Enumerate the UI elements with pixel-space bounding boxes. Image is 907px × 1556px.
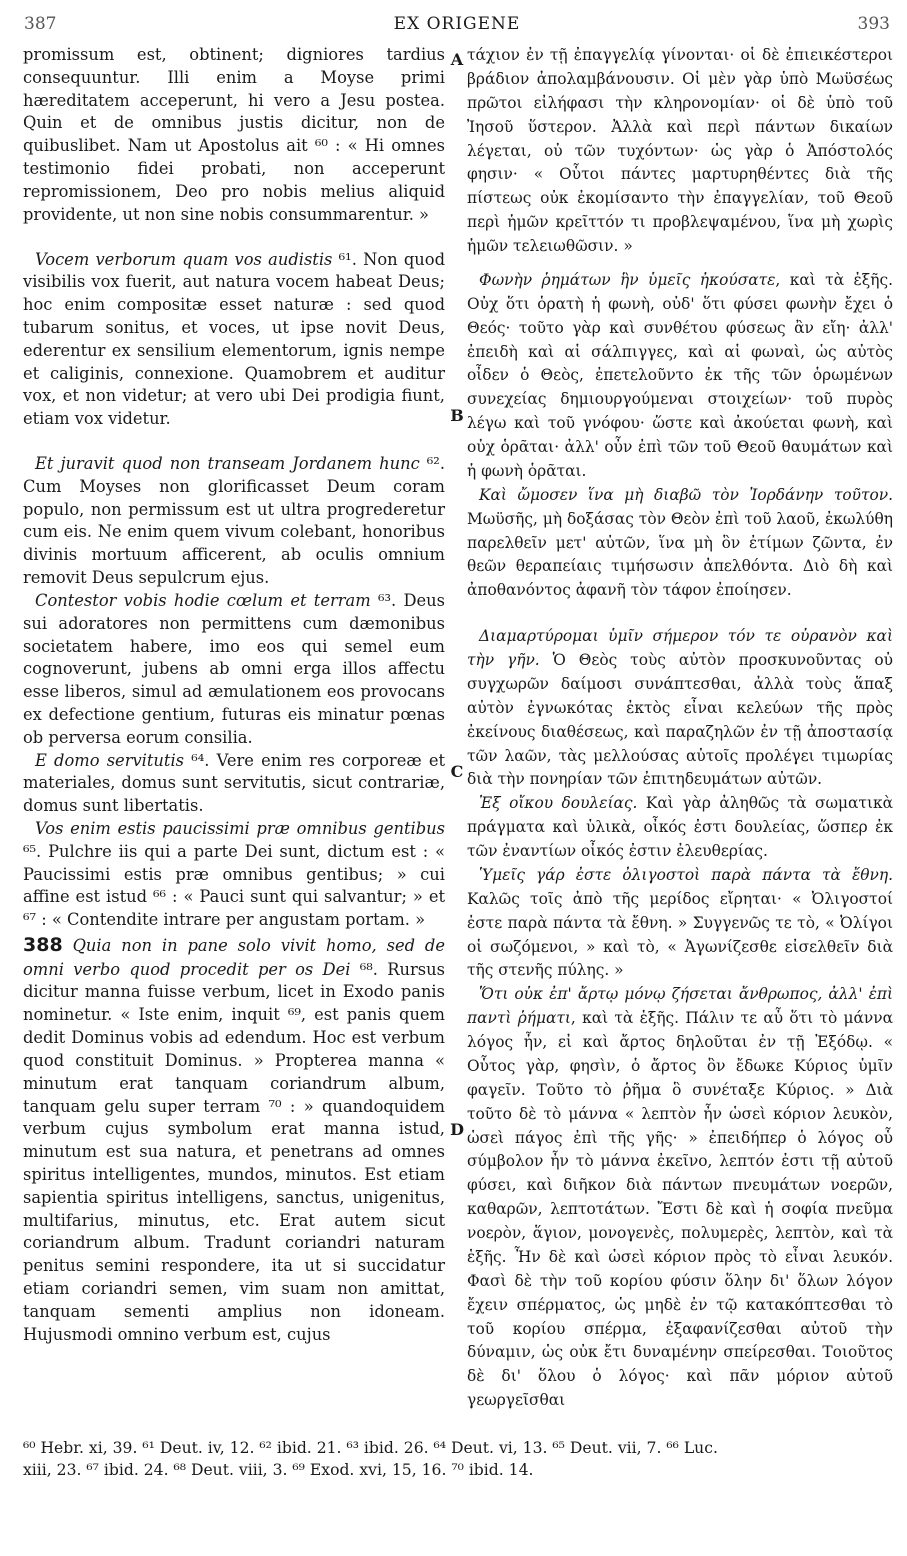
greek-lemma: Καὶ ὤμοσεν ἵνα μὴ διαβῶ τὸν Ἰορδάνην τοῦτον.: [479, 485, 893, 504]
latin-lemma: Contestor vobis hodie cœlum et terram: [35, 590, 371, 610]
greek-paragraph: [467, 983, 893, 1413]
footnote-line: ⁶⁰ Hebr. xi, 39. ⁶¹ Deut. iv, 12. ⁶² ibid. 21. ⁶³ ibid. 26. ⁶⁴ Deut. vi, 13. ⁶⁵ Deut. vii, 7. ⁶⁶ Luc.: [23, 1439, 718, 1457]
latin-paragraph-text: ⁶⁵. Pulchre iis qui a parte Dei sunt, dictum est : « Paucissimi estis præ omnibus gentibus; » cui affine est istud ⁶⁶ : « Pauci sunt qui salvantur; » et ⁶⁷ : « Contendite intrare per angustam portam. »: [23, 841, 445, 930]
margin-letter-b: B: [450, 406, 464, 425]
greek-paragraph: [467, 864, 893, 983]
margin-letter-c: C: [450, 762, 464, 781]
greek-paragraph: [467, 269, 893, 484]
latin-lemma: Et juravit quod non transeam Jordanem hunc: [35, 454, 420, 473]
greek-paragraph-text: , καὶ τὰ ἑξῆς. Πάλιν τε αὖ ὅτι τὸ μάννα λόγος ἦν, εἰ καὶ ἄρτος δηλοῦται ἐν τῇ Ἐξόδῳ. « Οὗτος γὰρ, φησὶν, ὁ ἄρτος ὃν ἔδωκε Κύριος ὑμῖν φαγεῖν. Τοῦτο τὸ ῥῆμα ὃ συνέταξε Κύριος. » Διὰ τοῦτο δὲ τὸ μάννα « λεπτὸν ἦν ὡσεὶ κόριον λευκὸν, ὡσεὶ πάγος ἐπὶ τῆς γῆς· » ἐπειδήπερ ὁ λόγος οὗ σύμβολον ἦν τὸ μάννα ἐκεῖνο, λεπτόν ἐστι τῇ αὐτοῦ φύσει, καὶ διῆκον διὰ πάντων πνευμάτων νοερῶν, καθαρῶν, λεπτοτάτων. Ἔστι δὲ καὶ ἡ σοφία πνεῦμα νοερὸν, ἅγιον, μονογενὲς, πολυμερὲς, λεπτὸν, καὶ τὰ ἑξῆς. Ἦν δὲ καὶ ὡσεὶ κόριον πρὸς τὸ εἶναι λευκόν. Φασὶ δὲ τὴν τοῦ κορίου φύσιν ὅλην δι' ὅλων λόγον ἔχειν σπέρματος, ὡς μηδὲ ἐν τῷ κατακόπτεσθαι τὸ τοῦ κορίου σπέρμα, ἐξαφανίζεσθαι αὐτοῦ τὴν δύναμιν, ὡς οὐκ ἔτι δυναμένην σπείρεσθαι. Τοιοῦτος δὲ δι' ὅλου ὁ λόγος· καὶ πᾶν μόριον αὐτοῦ γεωργεῖσθαι: [467, 1009, 893, 1410]
greek-paragraph-text: Καλῶς τοῖς ἀπὸ τῆς μερίδος εἴρηται· « Ὀλιγοστοί ἐστε παρὰ πάντα τὰ ἔθνη. » Συγγενῶς τε τὸ, « Ὀλίγοι οἱ σωζόμενοι, » καὶ τὸ, « Ἀγωνίζεσθε εἰσελθεῖν διὰ τῆς στενῆς πύλης. »: [467, 889, 893, 980]
greek-paragraph-text: Ὁ Θεὸς τοὺς αὐτὸν προσκυνοῦντας οὐ συγχωρῶν δαίμοσι συνάπτεσθαι, ἀλλὰ τοὺς ἅπαξ αὐτὸν ἐγνωκότας ἐκτὸς εἶναι κελεύων τῆς πρὸς ἐκείνους διαθέσεως, καὶ παραζηλῶν ἐν τῇ ἀποστασίᾳ τῶν λαῶν, τὰς μελλούσας αὐτοῖς προλέγει τιμωρίας διὰ τὴν πονηρίαν τῶν ἐπιτηδευμάτων αὐτῶν.: [467, 651, 893, 789]
column-number: 388: [23, 934, 63, 957]
latin-lemma: Vos enim estis paucissimi præ omnibus gentibus: [35, 819, 445, 838]
latin-paragraph: promissum est, obtinent; digniores tardius consequuntur. Illi enim a Moyse primi hæreditatem acceperunt, hi vero a Jesu postea. Quin et de omnibus justis dicitur, non de quibuslibet. Nam ut Apostolus ait ⁶⁰ : « Hi omnes testimonio fidei probati, non acceperunt repromissionem, Deo pro nobis melius aliquid providente, ut non sine nobis consummarentur. »: [23, 45, 445, 224]
page-number-right: 393: [857, 14, 890, 34]
latin-paragraph: [23, 818, 445, 932]
greek-lemma: Ἐξ οἴκου δουλείας.: [479, 794, 638, 813]
greek-lemma: Φωνὴν ῥημάτων ἣν ὑμεῖς ἠκούσατε: [479, 270, 776, 289]
page-number-left: 387: [24, 14, 57, 34]
latin-paragraph-text: ⁶¹. Non quod visibilis vox fuerit, aut natura vocem habeat Deus; hoc enim compositæ esset naturæ : sed quod tubarum sonitus, et voces, ut ipse novit Deus, ederentur ex sensilium elementorum, ignis nempe et caliginis, connexione. Quamobrem et auditur vox, et non videtur; at vero ubi Dei prodigia fiunt, etiam vox videtur.: [23, 249, 446, 429]
latin-paragraph-text: ⁶³. Deus sui adoratores non permittens cum dæmonibus societatem habere, imo eos qui semel eum cognoverunt, jubens ab omni erga illos affectu esse liberos, simul ad æmulationem eos provocans ex defectione gentium, futuras eis minatur pœnas ob perversa eorum consilia.: [23, 590, 445, 747]
greek-paragraph: τάχιον ἐν τῇ ἐπαγγελίᾳ γίνονται· οἱ δὲ ἐπιεικέστεροι βράδιον ἀπολαμβάνουσιν. Οἱ μὲν γὰρ ὑπὸ Μωϋσέως πρῶτοι εἰλήφασι τὴν κληρονομίαν· οἱ δὲ ὑπὸ τοῦ Ἰησοῦ ὕστερον. Ἀλλὰ καὶ περὶ πάντων δικαίων λέγεται, οὐ τῶν τυχόντων· ὡς γὰρ ὁ Ἀπόστολός φησιν· « Οὗτοι πάντες μαρτυρηθέντες διὰ τῆς πίστεως οὐκ ἐκομίσαντο τὴν ἐπαγγελίαν, τοῦ Θεοῦ περὶ ἡμῶν κρεῖττόν τι προβλεψαμένου, ἵνα μὴ χωρὶς ἡμῶν τελειωθῶσιν. »: [467, 46, 893, 255]
latin-lemma: Quia non in pane solo vivit homo, sed de omni verbo quod procedit per os Dei: [23, 936, 445, 979]
latin-column: [23, 44, 445, 1346]
latin-paragraph: [23, 453, 445, 590]
running-title: EX ORIGENE: [393, 14, 521, 34]
greek-paragraph-text: Καὶ γὰρ ἀληθῶς τὰ σωματικὰ πράγματα καὶ ὑλικὰ, οἶκός ἐστι δουλείας, ὥσπερ ἐκ τῶν ἐναντίων οἶκός ἐστιν ἐλευθερίας.: [467, 794, 893, 860]
latin-paragraph: [23, 932, 445, 1346]
footnote-line: xiii, 23. ⁶⁷ ibid. 24. ⁶⁸ Deut. viii, 3. ⁶⁹ Exod. xvi, 15, 16. ⁷⁰ ibid. 14.: [23, 1460, 534, 1479]
latin-lemma: Vocem verborum quam vos audistis: [35, 249, 333, 269]
greek-paragraph-text: Μωϋσῆς, μὴ δοξάσας τὸν Θεὸν ἐπὶ τοῦ λαοῦ, ἐκωλύθη παρελθεῖν μετ' αὐτῶν, ἵνα μὴ ὃν ἐτίμων ζῶντα, ἐν θεῶν θεραπείαις τιμήσωσιν ἀπελθόντα. Διὸ δὴ καὶ ἀποθανόντος ἀφανῆ τὸν τάφον ἐποίησεν.: [467, 509, 893, 600]
footnotes: [23, 1438, 893, 1482]
latin-lemma: E domo servitutis: [35, 750, 185, 770]
greek-lemma: Ὑμεῖς γάρ ἐστε ὀλιγοστοὶ παρὰ πάντα τὰ ἔθνη.: [479, 865, 893, 884]
latin-paragraph-text: ⁶⁴. Vere enim res corporeæ et materiales, domus sunt servitutis, sicut contrariæ, domus sunt libertatis.: [23, 750, 446, 816]
greek-paragraph: [467, 484, 893, 603]
latin-paragraph: [23, 249, 445, 432]
greek-paragraph: [467, 792, 893, 864]
greek-paragraph: [467, 625, 893, 792]
greek-column: [467, 44, 893, 1413]
greek-lemma: Ὅτι οὐκ ἐπ' ἄρτῳ μόνῳ ζήσεται ἄνθρωπος, ἀλλ' ἐπὶ παντὶ ῥήματι: [467, 985, 893, 1028]
running-header: [24, 14, 890, 40]
latin-paragraph-text: ⁶⁸. Rursus dicitur manna fuisse verbum, licet in Exodo panis nominetur. « Iste enim, inquit ⁶⁹, est panis quem dedit Dominus vobis ad edendum. Hoc est verbum quod constituit Dominus. » Propterea manna « minutum erat tanquam coriandrum album, tanquam gelu super terram ⁷⁰ : » quandoquidem verbum cujus symbolum erat manna istud, minutum est sua natura, et penetrans ad omnes spiritus intelligentes, mundos, minutos. Est etiam sapientia spiritus intelligens, sanctus, unigenitus, multifarius, minutus, etc. Erat autem sicut coriandrum album. Tradunt coriandri naturam penitus semini respondere, ita ut si succidatur etiam coriandri semen, vim suam non amittat, tanquam sementi amplius non idoneam. Hujusmodi omnino verbum est, cujus: [23, 959, 445, 1344]
latin-paragraph: [23, 590, 445, 750]
margin-letter-a: A: [450, 50, 464, 69]
greek-paragraph-text: , καὶ τὰ ἑξῆς. Οὐχ ὅτι ὁρατὴ ἡ φωνὴ, οὐδ' ὅτι φύσει φωνὴν ἔχει ὁ Θεός· τοῦτο γὰρ καὶ συνθέτου φύσεως ἂν εἴη· ἀλλ' ἐπειδὴ καὶ αἱ σάλπιγγες, καὶ αἱ φωναὶ, ὡς αὐτὸς οἶδεν ὁ Θεὸς, ἐπετελοῦντο ἐκ τῆς τῶν ὁρωμένων συνεχείας δημιουργούμεναι στοιχείων· τοῦ πυρὸς λέγω καὶ τοῦ γνόφου· ὥστε καὶ ἀκούεται φωνὴ, καὶ οὐχ ὁρᾶται· ἀλλ' οὖν ἐπὶ τῶν τοῦ Θεοῦ θαυμάτων καὶ ἡ φωνὴ ὁρᾶται.: [467, 270, 893, 480]
margin-letter-d: D: [450, 1120, 464, 1139]
greek-lemma: Διαμαρτύρομαι ὑμῖν σήμερον τόν τε οὐρανὸν καὶ τὴν γῆν.: [467, 627, 893, 669]
latin-paragraph: [23, 750, 445, 818]
latin-paragraph-text: ⁶². Cum Moyses non glorificasset Deum coram populo, non permissum est ut ultra progrederetur cum eis. Ne enim quem vivum colebant, honoribus divinis mortuum afficerent, ab oculis omnium removit Deus sepulcrum ejus.: [23, 454, 446, 588]
